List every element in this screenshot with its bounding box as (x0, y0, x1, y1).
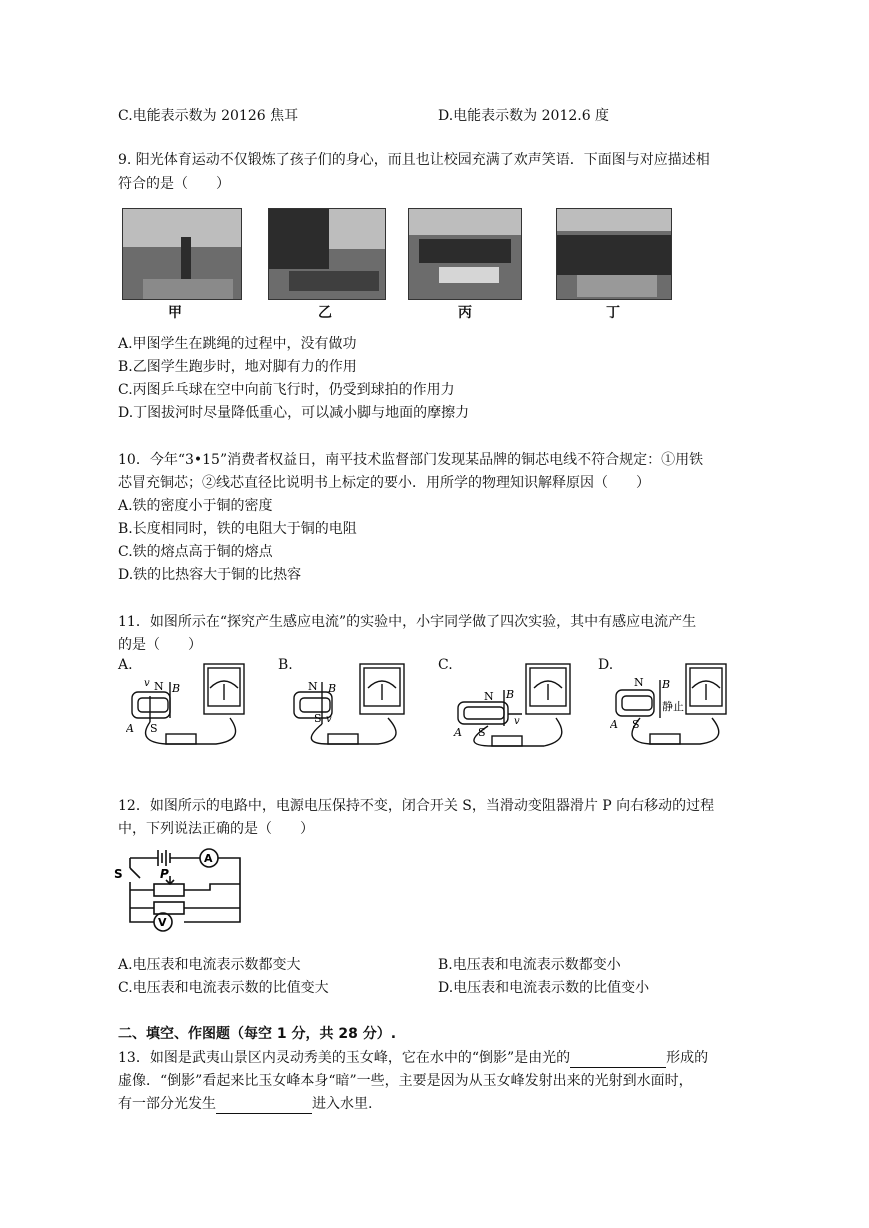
q13-line1 (118, 1048, 708, 1068)
q9-stem-line1: 9. 阳光体育运动不仅锻炼了孩子们的身心，而且也让校园充满了欢声笑语．下面图与对应描述相 (118, 152, 710, 168)
q11-label-b: B. (278, 657, 293, 673)
slider-p-label: P (160, 867, 169, 881)
q10-stem-line1: 10．今年“3•15”消费者权益日，南平技术监督部门发现某品牌的铜芯电线不符合规定：①用铁 (118, 452, 704, 468)
wire-a-text: A (454, 726, 462, 739)
q13-line1-end: 形成的 (666, 1050, 709, 1066)
wire-b-text: B (172, 682, 181, 695)
photo-label-bing: 丙 (458, 305, 472, 321)
q12-stem-line2: 中，下列说法正确的是（ ） (118, 821, 314, 837)
q10-option-c: C.铁的熔点高于铜的熔点 (118, 544, 273, 560)
wire-a-text: A (610, 718, 618, 731)
q11-experiment-a (126, 662, 276, 752)
q9-option-b: B.乙图学生跑步时，地对脚有力的作用 (118, 359, 357, 375)
q8-option-d: D.电能表示数为 2012.6 度 (438, 108, 610, 124)
q11-experiment-b (288, 662, 438, 752)
q10-option-d: D.铁的比热容大于铜的比热容 (118, 567, 302, 583)
velocity-text: v (514, 716, 520, 727)
q13-line3-end: 进入水里. (312, 1096, 373, 1112)
photo-label-ding: 丁 (606, 305, 620, 321)
q11-experiment-d (610, 662, 760, 752)
pole-n-text: N (308, 680, 318, 693)
q11-experiment-c (448, 662, 598, 752)
pole-s-text: S (314, 712, 322, 725)
q11-stem-line1: 11．如图所示在“探究产生感应电流”的实验中，小宇同学做了四次实验，其中有感应电流产生 (118, 614, 697, 630)
pole-s-text: S (150, 722, 158, 735)
photo-jump-rope (122, 208, 242, 300)
still-text: 静止 (662, 700, 684, 713)
velocity-text: v (326, 714, 332, 725)
photo-tug-of-war (556, 208, 672, 300)
q13-line1-text: 13．如图是武夷山景区内灵动秀美的玉女峰，它在水中的“倒影”是由光的 (118, 1050, 571, 1066)
photo-ping-pong (408, 208, 522, 300)
q9-option-c: C.丙图乒乓球在空中向前飞行时，仍受到球拍的作用力 (118, 382, 455, 398)
pole-s-text: S (478, 726, 486, 739)
q9-stem-line2: 符合的是（ ） (118, 176, 230, 192)
pole-n-text: N (634, 676, 644, 689)
q10-option-a: A.铁的密度小于铜的密度 (118, 498, 273, 514)
pole-s-text: S (632, 718, 640, 731)
pole-n-text: N (154, 680, 164, 693)
voltmeter-label: V (158, 916, 167, 929)
pole-n-text: N (484, 690, 494, 703)
q10-option-b: B.长度相同时，铁的电阻大于铜的电阻 (118, 521, 357, 537)
switch-s-label: S (114, 867, 123, 881)
section-2-heading: 二、填空、作图题（每空 1 分，共 28 分）. (118, 1026, 397, 1042)
q12-option-a: A.电压表和电流表示数都变大 (118, 957, 301, 973)
wire-b-text: B (662, 678, 671, 691)
q13-line3 (118, 1094, 372, 1114)
photo-running (268, 208, 386, 300)
q11-label-a: A. (118, 657, 133, 673)
ammeter-label: A (204, 852, 213, 865)
q12-option-d: D.电压表和电流表示数的比值变小 (438, 980, 650, 996)
photo-label-yi: 乙 (318, 305, 332, 321)
q9-option-a: A.甲图学生在跳绳的过程中，没有做功 (118, 336, 357, 352)
wire-a-text: A (126, 722, 134, 735)
q9-option-d: D.丁图拔河时尽量降低重心，可以减小脚与地面的摩擦力 (118, 405, 470, 421)
velocity-text: v (144, 678, 150, 689)
q13-blank-1[interactable] (570, 1051, 666, 1068)
q10-stem-line2: 芯冒充铜芯；②线芯直径比说明书上标定的要小．用所学的物理知识解释原因（ ） (118, 475, 650, 491)
q12-circuit-diagram (114, 842, 250, 942)
q11-label-d: D. (598, 657, 614, 673)
q13-blank-2[interactable] (216, 1097, 312, 1114)
wire-b-text: B (328, 682, 337, 695)
q12-option-c: C.电压表和电流表示数的比值变大 (118, 980, 329, 996)
q13-line3-text: 有一部分光发生 (118, 1096, 216, 1112)
q8-option-c: C.电能表示数为 20126 焦耳 (118, 108, 299, 124)
q12-option-b: B.电压表和电流表示数都变小 (438, 957, 621, 973)
q11-label-c: C. (438, 657, 453, 673)
wire-b-text: B (506, 688, 515, 701)
q11-stem-line2: 的是（ ） (118, 637, 202, 653)
photo-label-jia: 甲 (168, 305, 182, 321)
q13-line2: 虚像．“倒影”看起来比玉女峰本身“暗”一些，主要是因为从玉女峰发射出来的光射到水面时， (118, 1073, 693, 1089)
q12-stem-line1: 12．如图所示的电路中，电源电压保持不变，闭合开关 S，当滑动变阻器滑片 P 向右移动的过程 (118, 798, 715, 814)
